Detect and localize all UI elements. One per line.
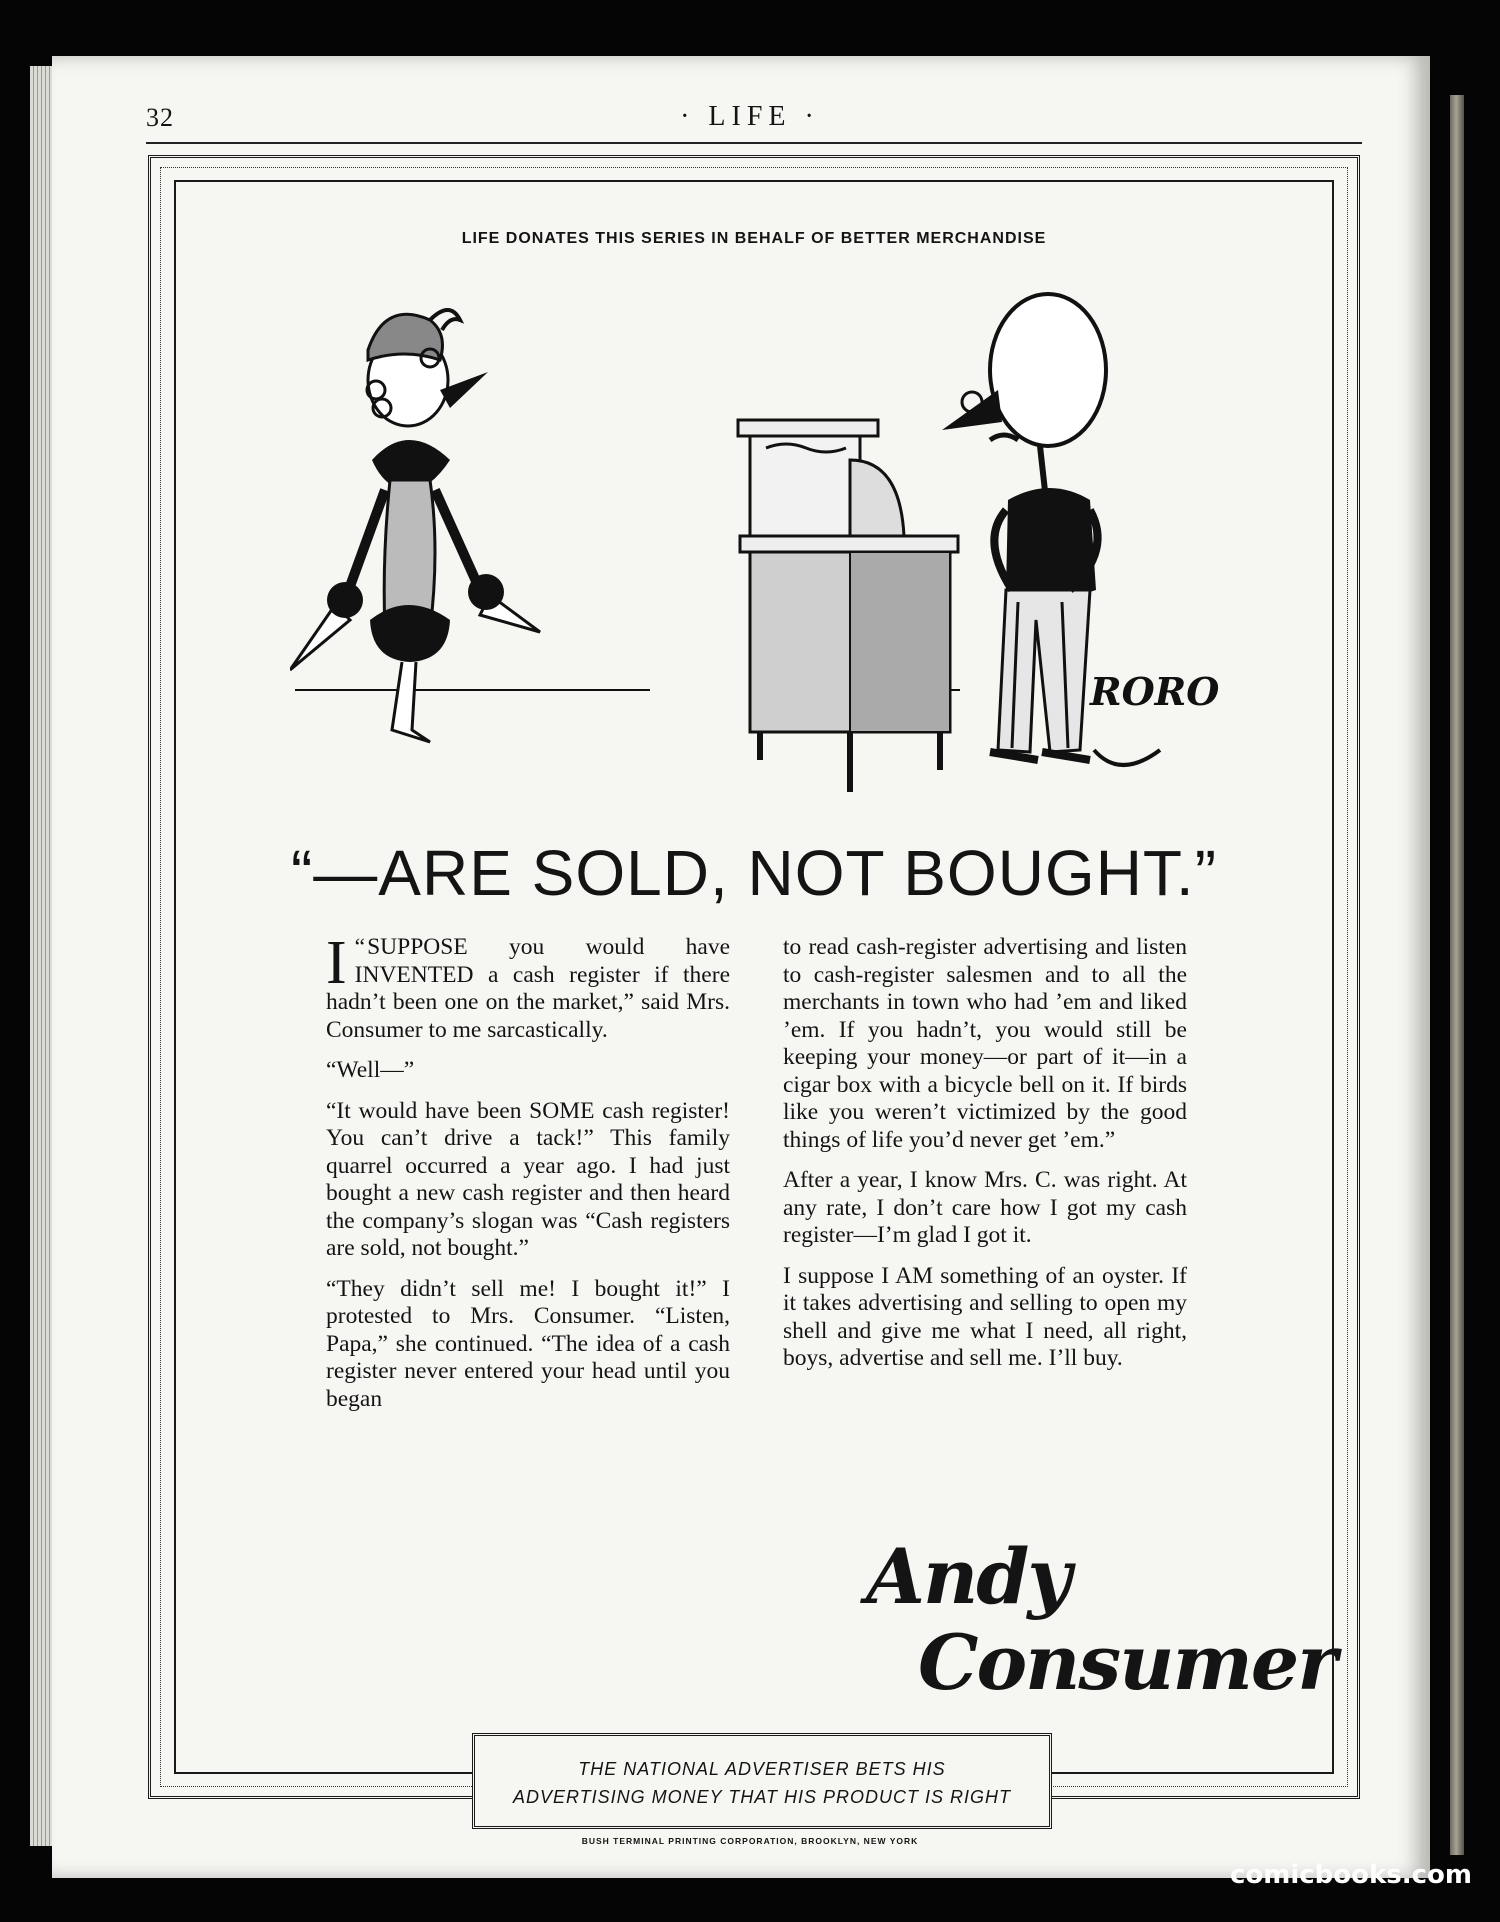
paragraph: “They didn’t sell me! I bought it!” I protested to Mrs. Consumer. “Listen, Papa,” she continued. “The idea of a cash register never entered your head until you began: [326, 1275, 730, 1412]
paragraph: [326, 929, 730, 1044]
series-note: LIFE DONATES THIS SERIES IN BEHALF OF BETTER MERCHANDISE: [461, 230, 1047, 247]
paragraph: I suppose I AM something of an oyster. If it takes advertising and selling to open my shell and give me what I need, all right, boys, advertise and sell me. I’ll buy.: [783, 1262, 1187, 1371]
opening-quote: “: [354, 934, 366, 960]
signature-first-name: Andy: [866, 1532, 1070, 1621]
mrs-consumer-figure: [290, 310, 540, 742]
banner-line: ADVERTISING MONEY THAT HIS PRODUCT IS RIGHT: [512, 1787, 1012, 1807]
header-rule: [146, 142, 1362, 144]
paragraph: After a year, I know Mrs. C. was right. At any rate, I don’t care how I got my cash register—I’m glad I got it.: [783, 1167, 1187, 1248]
body-column-left: [326, 929, 730, 1426]
cartoon-illustration: [290, 290, 1250, 810]
book-spine: [1450, 95, 1464, 1855]
paragraph: “It would have been SOME cash register! You can’t drive a tack!” This family quarrel occurred a year ago. I had just bought a new cash register and then heard the company’s slogan was “Cash registers are sold, not bought.”: [326, 1097, 730, 1261]
cash-register: [738, 420, 958, 792]
watermark: comicbooks.com: [1229, 1860, 1472, 1890]
paragraph: to read cash-register advertising and listen to cash-register salesmen and to all the merchants in town who had ’em and liked ’em. If you hadn’t, you would still be keeping your money—or part of it—in a cigar box with a bicycle bell on it. If birds like you weren’t victimized by the good things of life you’d never get ’em.”: [783, 934, 1187, 1153]
artist-signature: RORO: [1090, 669, 1220, 714]
body-column-right: [783, 934, 1187, 1386]
headline: “—ARE SOLD, NOT BOUGHT.”: [290, 837, 1218, 909]
page-number: 32: [146, 103, 174, 132]
advertiser-banner: [472, 1733, 1052, 1829]
magazine-title: · LIFE ·: [680, 101, 820, 132]
printer-credit: BUSH TERMINAL PRINTING CORPORATION, BROOKLYN, NEW YORK: [581, 1836, 919, 1846]
banner-line: THE NATIONAL ADVERTISER BETS HIS: [578, 1759, 946, 1779]
paragraph-text: SUPPOSE you would have INVENTED a cash register if there hadn’t been one on the market,” said Mrs. Consumer to me sarcastically.: [326, 934, 730, 1043]
paragraph: “Well—”: [326, 1057, 415, 1083]
drop-cap: I: [326, 929, 347, 997]
signature-last-name: Consumer: [918, 1618, 1336, 1707]
